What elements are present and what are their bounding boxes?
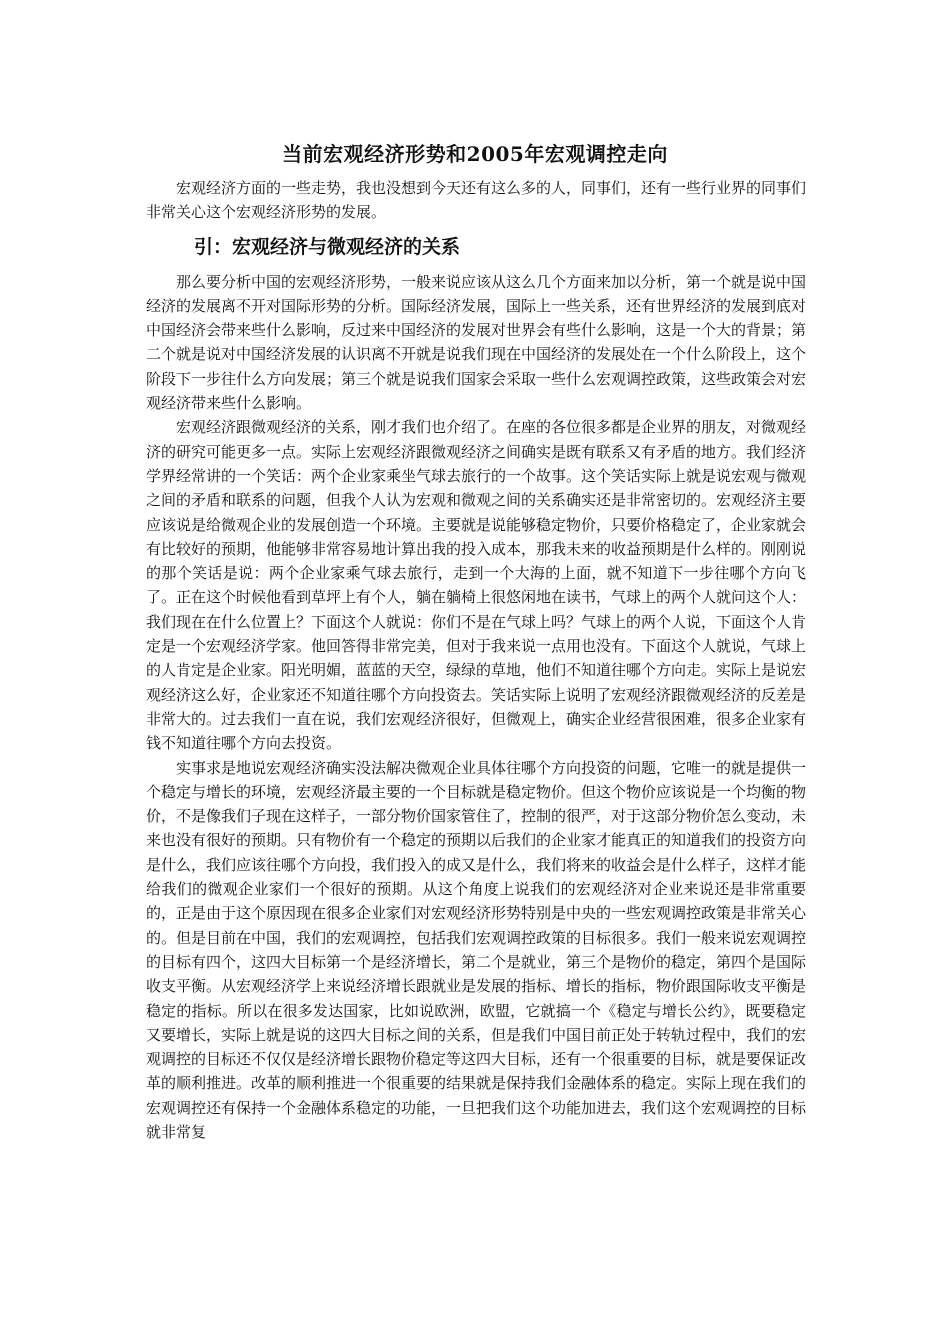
document-title: 当前宏观经济形势和2005年宏观调控走向 bbox=[282, 142, 668, 166]
body-paragraph-1: 那么要分析中国的宏观经济形势，一般来说应该从这么几个方面来加以分析，第一个就是说中国经济的发展离不开对国际形势的分析。国际经济发展，国际上一些关系，还有世界经济的发展到底对中国经济会带来些什么影响，反过来中国经济的发展对世界会有些什么影响，这是一个大的背景；第二个就是说对中国经济发展的认识离不开就是说我们现在中国经济的发展处在一个什么阶段上，这个阶段下一步往什么方向发展；第三个就是说我们国家会采取一些什么宏观调控政策，这些政策会对宏观经济带来些什么影响。 bbox=[146, 272, 807, 413]
document-body bbox=[146, 176, 806, 1144]
body-paragraph-2: 宏观经济跟微观经济的关系，刚才我们也介绍了。在座的各位很多都是企业界的朋友，对微观经济的研究可能更多一点。实际上宏观经济跟微观经济之间确实是既有联系又有矛盾的地方。我们经济学界经常讲的一个笑话：两个企业家乘坐气球去旅行的一个故事。这个笑话实际上就是说宏观与微观之间的矛盾和联系的问题，但我个人认为宏观和微观之间的关系确实还是非常密切的。宏观经济主要应该说是给微观企业的发展创造一个环境。主要就是说能够稳定物价，只要价格稳定了，企业家就会有比较好的预期，他能够非常容易地计算出我的投入成本，那我未来的收益预期是什么样的。刚刚说的那个笑话是说：两个企业家乘气球去旅行，走到一个大海的上面，就不知道下一步往哪个方向飞了。正在这个时候他看到草坪上有个人，躺在躺椅上很悠闲地在读书，气球上的两个人就问这个人：我们现在在什么位置上？下面这个人就说：你们不是在气球上吗？气球上的两个人说，下面这个人肯定是一个宏观经济学家。他回答得非常完美，但对于我来说一点用也没有。下面这个人就说，气球上的人肯定是企业家。阳光明媚，蓝蓝的天空，绿绿的草地，他们不知道往哪个方向走。实际上是说宏观经济这么好，企业家还不知道往哪个方向投资去。笑话实际上说明了宏观经济跟微观经济的反差是非常大的。过去我们一直在说，我们宏观经济很好，但微观上，确实企业经营很困难，很多企业家有钱不知道往哪个方向去投资。 bbox=[146, 418, 807, 753]
body-paragraph-3: 实事求是地说宏观经济确实没法解决微观企业具体往哪个方向投资的问题，它唯一的就是提供一个稳定与增长的环境，宏观经济最主要的一个目标就是稳定物价。但这个物价应该说是一个均衡的物价，不是像我们子现在这样子，一部分物价国家管住了，控制的很严，对于这部分物价怎么变动，未来也没有很好的预期。只有物价有一个稳定的预期以后我们的企业家才能真正的知道我们的投资方向是什么，我们应该往哪个方向投，我们投入的成又是什么，我们将来的收益会是什么样子，这样才能给我们的微观企业家们一个很好的预期。从这个角度上说我们的宏观经济对企业来说还是非常重要的，正是由于这个原因现在很多企业家们对宏观经济形势特别是中央的一些宏观调控政策是非常关心的。但是目前在中国，我们的宏观调控，包括我们宏观调控政策的目标很多。我们一般来说宏观调控的目标有四个，这四大目标第一个是经济增长，第二个是就业，第三个是物价的稳定，第四个是国际收支平衡。从宏观经济学上来说经济增长跟就业是发展的指标、增长的指标，物价跟国际收支平衡是稳定的指标。所以在很多发达国家，比如说欧洲，欧盟，它就搞一个《稳定与增长公约》，既要稳定又要增长，实际上就是说的这四大目标之间的关系，但是我们中国目前正处于转轨过程中，我们的宏观调控的目标还不仅仅是经济增长跟物价稳定等这四大目标，还有一个很重要的目标，就是要保证改革的顺利推进。改革的顺利推进一个很重要的结果就是保持我们金融体系的稳定。实际上现在我们的宏观调控还有保持一个金融体系稳定的功能，一旦把我们这个功能加进去，我们这个宏观调控的目标就非常复 bbox=[146, 758, 807, 1141]
section-heading: 引：宏观经济与微观经济的关系 bbox=[194, 235, 461, 258]
intro-paragraph: 宏观经济方面的一些走势，我也没想到今天还有这么多的人，同事们，还有一些行业界的同事们非常关心这个宏观经济形势的发展。 bbox=[146, 179, 807, 222]
